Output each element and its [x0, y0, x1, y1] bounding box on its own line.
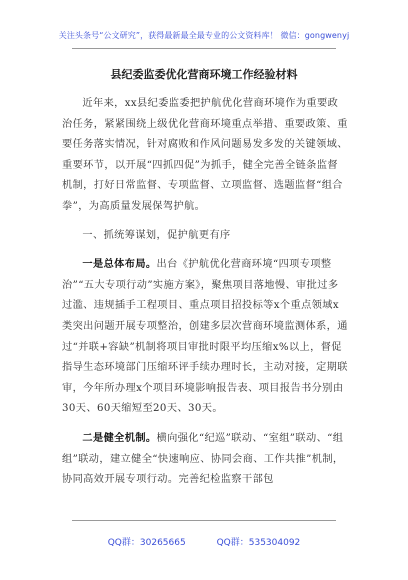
- document-title: 县纪委监委优化营商环境工作经验材料: [110, 68, 298, 81]
- item2-paragraph: [62, 428, 348, 491]
- intro-paragraph: 近年来，xx县纪委监委把护航优化营商环境作为重要政治任务，紧紧围绕上级优化营商环境重点举措、重要政策、重要任务落实情况，针对腐败和作风问题易发多发的关键领域、重要环节，以开展“四抓四促”为抓手，健全完善全链条监督机制，打好日常监督、专项监督、立项监督、选题监督“组合拳”，为高质量发展保驾护航。: [62, 98, 348, 212]
- item2-text: 横向强化“纪巡”联动、“室组”联动、“组组”联动，建立健全“快速响应、协同会商、工作共推”机制，协同高效开展专项行动。完善纪检监察干部包: [62, 432, 344, 486]
- header-divider: [72, 48, 336, 49]
- header-banner: 关注头条号“公文研究”，获得最新最全最专业的公文资料库！ 微信：gongwenyj: [58, 31, 350, 40]
- footer-divider: [72, 520, 336, 521]
- section-heading: 一、抓统筹谋划，促护航更有序: [82, 229, 231, 241]
- item1-text: 出台《护航优化营商环境“四项专项整治”“五大专项行动”实施方案》，聚焦项目落地慢、审批过多过滥、违规插手工程项目、重点项目招投标等x个重点领域x类突出问题开展专项整治，创建多层次营商环境监测体系，通过“并联+容缺”机制将项目审批时限平均压缩x%以上，督促指导生态环境部门压缩环评手续办理时长，主动对接，定期联审，今年所办理x个项目环境影响报告表、项目报告书分别由30天、60天缩短至20天、30天。: [62, 259, 348, 415]
- footer: [0, 535, 408, 548]
- item2-lead: 二是健全机制。: [82, 431, 157, 444]
- footer-qq-group-2: QQ群：535304092: [216, 538, 301, 548]
- item1-lead: 一是总体布局。: [82, 258, 157, 271]
- document-body: [62, 94, 348, 491]
- item1-paragraph: [62, 254, 348, 420]
- footer-qq-group-1: QQ群：30265665: [107, 538, 186, 548]
